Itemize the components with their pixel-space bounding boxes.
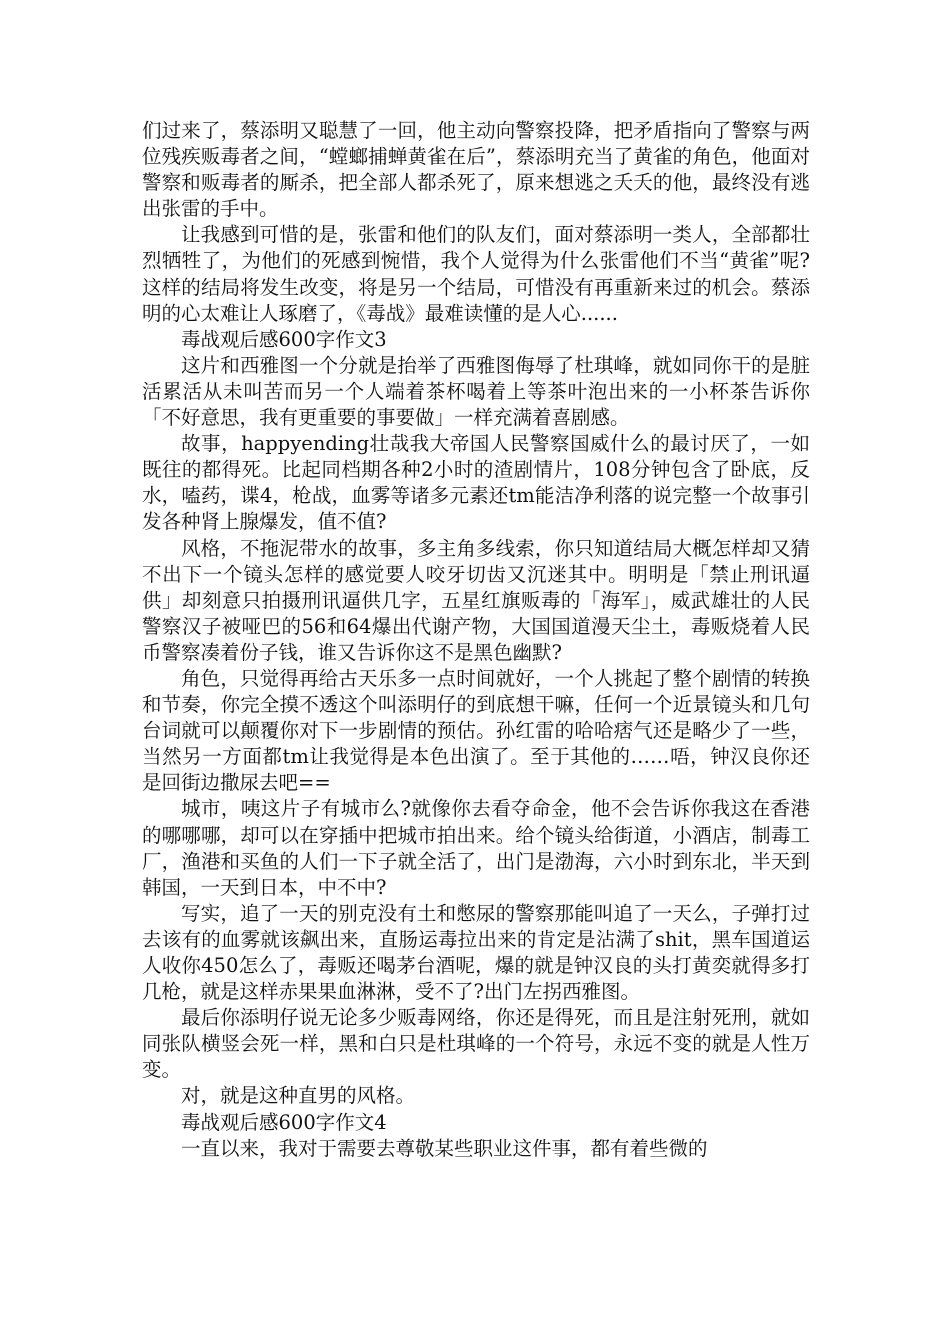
section-heading: 毒战观后感600字作文4 xyxy=(181,1110,387,1134)
paragraph: 对，就是这种直男的风格。 xyxy=(181,1084,416,1108)
paragraph: 这片和西雅图一个分就是抬举了西雅图侮辱了杜琪峰，就如同你干的是脏活累活从未叫苦而另一个人端着茶杯喝着上等茶叶泡出来的一小杯茶告诉你「不好意思，我有更重要的事要做」一样充满着喜剧感。 xyxy=(142,353,810,430)
paragraph: 角色，只觉得再给古天乐多一点时间就好，一个人挑起了整个剧情的转换和节奏，你完全摸不透这个叫添明仔的到底想干嘛，任何一个近景镜头和几句台词就可以颠覆你对下一步剧情的预估。孙红雷的哈哈痞气还是略少了一些，当然另一方面都tm让我觉得是本色出演了。至于其他的……唔，钟汉良你还是回街边撒尿去吧== xyxy=(142,666,810,795)
paragraph: 们过来了，蔡添明又聪慧了一回，他主动向警察投降，把矛盾指向了警察与两位残疾贩毒者之间，“螳螂捕蝉黄雀在后”，蔡添明充当了黄雀的角色，他面对警察和贩毒者的厮杀，把全部人都杀死了，原来想逃之夭夭的他，最终没有逃出张雷的手中。 xyxy=(142,119,810,221)
paragraph: 写实，追了一天的别克没有土和憋尿的警察那能叫追了一天么，子弹打过去该有的血雾就该飙出来，直肠运毒拉出来的肯定是沾满了shit，黑车国道运人收你450怎么了，毒贩还喝茅台酒呢，爆的就是钟汉良的头打黄奕就得多打几枪，就是这样赤果果血淋淋，受不了?出门左拐西雅图。 xyxy=(142,901,810,1004)
document-body xyxy=(142,118,810,1162)
section-heading: 毒战观后感600字作文3 xyxy=(181,327,387,351)
paragraph: 城市，咦这片子有城市么?就像你去看夺命金，他不会告诉你我这在香港的哪哪哪，却可以在穿插中把城市拍出来。给个镜头给街道，小酒店，制毒工厂，渔港和买鱼的人们一下子就全活了，出门是渤海，六小时到东北，半天到韩国，一天到日本，中不中? xyxy=(142,797,810,899)
paragraph: 最后你添明仔说无论多少贩毒网络，你还是得死，而且是注射死刑，就如同张队横竖会死一样，黑和白只是杜琪峰的一个符号，永远不变的就是人性万变。 xyxy=(142,1006,810,1082)
paragraph: 让我感到可惜的是，张雷和他们的队友们，面对蔡添明一类人，全部都壮烈牺牲了，为他们的死感到惋惜，我个人觉得为什么张雷他们不当“黄雀”呢?这样的结局将发生改变，将是另一个结局，可惜没有再重新来过的机会。蔡添明的心太难让人琢磨了，《毒战》最难读懂的是人心...... xyxy=(142,223,810,325)
paragraph: 一直以来，我对于需要去尊敬某些职业这件事，都有着些微的 xyxy=(181,1136,708,1160)
paragraph: 故事，happyending壮哉我大帝国人民警察国威什么的最讨厌了，一如既往的都得死。比起同档期各种2小时的渣剧情片，108分钟包含了卧底，反水，嗑药，谍4，枪战，血雾等诸多元素还tm能洁净利落的说完整一个故事引发各种肾上腺爆发，值不值? xyxy=(142,432,810,534)
paragraph: 风格，不拖泥带水的故事，多主角多线索，你只知道结局大概怎样却又猜不出下一个镜头怎样的感觉要人咬牙切齿又沉迷其中。明明是「禁止刑讯逼供」却刻意只拍摄刑讯逼供几字，五星红旗贩毒的「海军」，威武雄壮的人民警察汉子被哑巴的56和64爆出代谢产物，大国国道漫天尘土，毒贩烧着人民币警察凑着份子钱，谁又告诉你这不是黑色幽默? xyxy=(142,536,810,664)
